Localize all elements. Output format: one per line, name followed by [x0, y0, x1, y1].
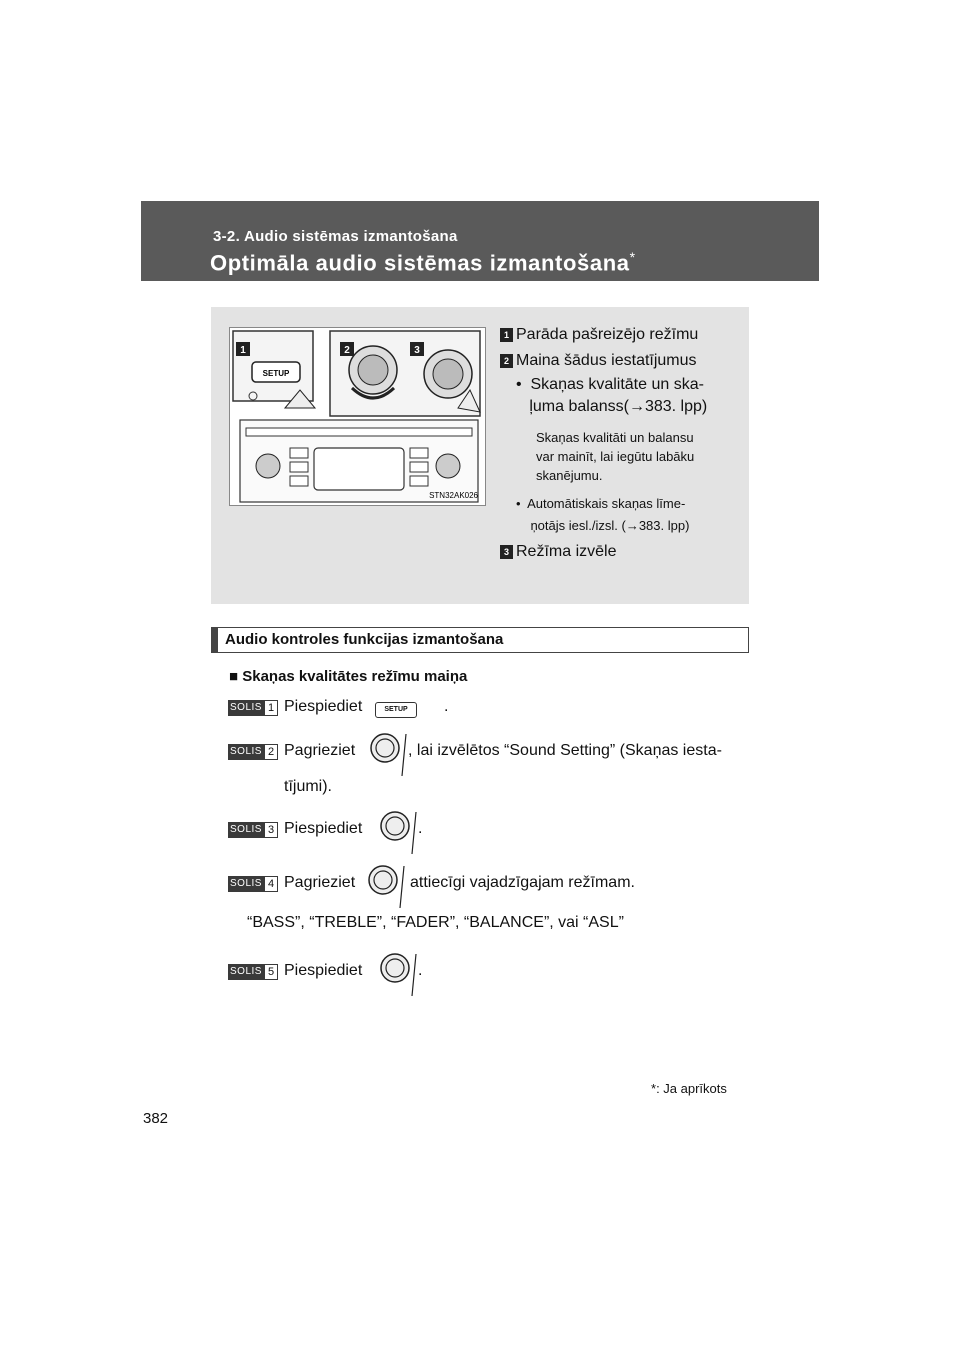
step-2-end: , lai izvēlētos “Sound Setting” (Skaņas iesta-: [408, 742, 722, 759]
bullet-1-line-1: Skaņas kvalitāte un ska-: [530, 376, 704, 393]
step-2-text: Pagrieziet: [284, 742, 356, 759]
step-2-continuation: tījumi).: [284, 778, 332, 795]
note-line-3: skanējumu.: [536, 468, 603, 483]
illustration-panel: [211, 307, 749, 604]
step-badge-number: 4: [264, 876, 278, 892]
step-badge: [228, 964, 278, 980]
svg-text:3: 3: [414, 345, 420, 356]
svg-text:STN32AK026: STN32AK026: [429, 491, 478, 500]
step-badge: [228, 744, 278, 760]
bullet-1-line-2: ļuma balanss(→383. lpp): [529, 398, 708, 415]
footnote: [651, 1081, 727, 1096]
step-badge-label: SOLIS: [228, 744, 264, 760]
callout-3-text: Režīma izvēle: [516, 543, 617, 560]
tune-knob-icon: [366, 862, 406, 910]
subsection-heading: [211, 627, 749, 653]
note-line-2: var mainīt, lai iegūtu labāku: [536, 449, 695, 464]
chapter-header: [141, 201, 819, 281]
step-5-text: Piespiediet: [284, 962, 363, 979]
step-5-end: .: [418, 962, 423, 979]
step-badge-number: 3: [264, 822, 278, 838]
bullet-asl: • Automātiskais skaņas līme- ņotājs iesl./izsl. (→383. lpp): [516, 496, 690, 533]
step-badge-label: SOLIS: [228, 700, 264, 716]
tune-knob-icon: [378, 808, 418, 856]
svg-text:SETUP: SETUP: [262, 369, 290, 378]
subsection-title: Audio kontroles funkcijas izmantošana: [225, 631, 504, 648]
step-badge: [228, 822, 278, 838]
page-title-text: Optimāla audio sistēmas izmantošana: [210, 250, 630, 276]
callout-1-text: Parāda pašreizējo režīmu: [516, 326, 699, 343]
bullet-sound-quality: • Skaņas kvalitāte un ska- ļuma balanss(→383. lpp): [516, 376, 708, 415]
step-3-text: Piespiediet: [284, 820, 363, 837]
tune-knob-icon: [368, 730, 408, 778]
step-badge-label: SOLIS: [228, 876, 264, 892]
marker-2: 2: [500, 354, 513, 368]
setup-button-icon: SETUP: [375, 702, 417, 718]
page-title: [210, 249, 636, 276]
tune-knob-icon: [378, 950, 418, 998]
page-number: 382: [143, 1110, 169, 1127]
note-line-1: Skaņas kvalitāti un balansu: [536, 430, 694, 445]
callout-1: [500, 323, 750, 346]
marker-1: 1: [500, 328, 513, 342]
step-badge-number: 1: [264, 700, 278, 716]
step-badge-number: 5: [264, 964, 278, 980]
audio-unit-diagram: [229, 327, 486, 506]
step-3-end: .: [418, 820, 423, 837]
svg-text:1: 1: [240, 345, 246, 356]
svg-text:2: 2: [344, 345, 350, 356]
heading-accent: [212, 628, 218, 652]
marker-3: 3: [500, 545, 513, 559]
step-1-end: .: [444, 698, 449, 715]
equipment-mark: *: [629, 249, 636, 265]
step-badge-label: SOLIS: [228, 822, 264, 838]
footnote-text: : Ja aprīkots: [656, 1081, 727, 1096]
bullet-2-line-2: ņotājs iesl./izsl. (→383. lpp): [530, 518, 690, 533]
step-badge: [228, 876, 278, 892]
bullet-2-line-1: Automātiskais skaņas līme-: [527, 496, 686, 511]
audio-unit-illustration: [230, 328, 485, 505]
mode-heading: ■ Skaņas kvalitātes režīmu maiņa: [229, 668, 468, 685]
step-badge-number: 2: [264, 744, 278, 760]
step-1-text: Piespiediet: [284, 698, 363, 715]
section-label: 3-2. Audio sistēmas izmantošana: [213, 228, 458, 245]
step-4-text: Pagrieziet: [284, 874, 356, 891]
step-badge: [228, 700, 278, 716]
asterisk-icon: *: [651, 1081, 657, 1096]
step-4-end: attiecīgi vajadzīgajam režīmam.: [410, 874, 635, 891]
note-text: [536, 428, 728, 485]
callout-2-text: Maina šādus iestatījumus: [516, 352, 697, 369]
callout-2: [500, 349, 750, 372]
step-badge-label: SOLIS: [228, 964, 264, 980]
mode-options: “BASS”, “TREBLE”, “FADER”, “BALANCE”, vai “ASL”: [247, 914, 624, 931]
callout-3: [500, 540, 750, 563]
